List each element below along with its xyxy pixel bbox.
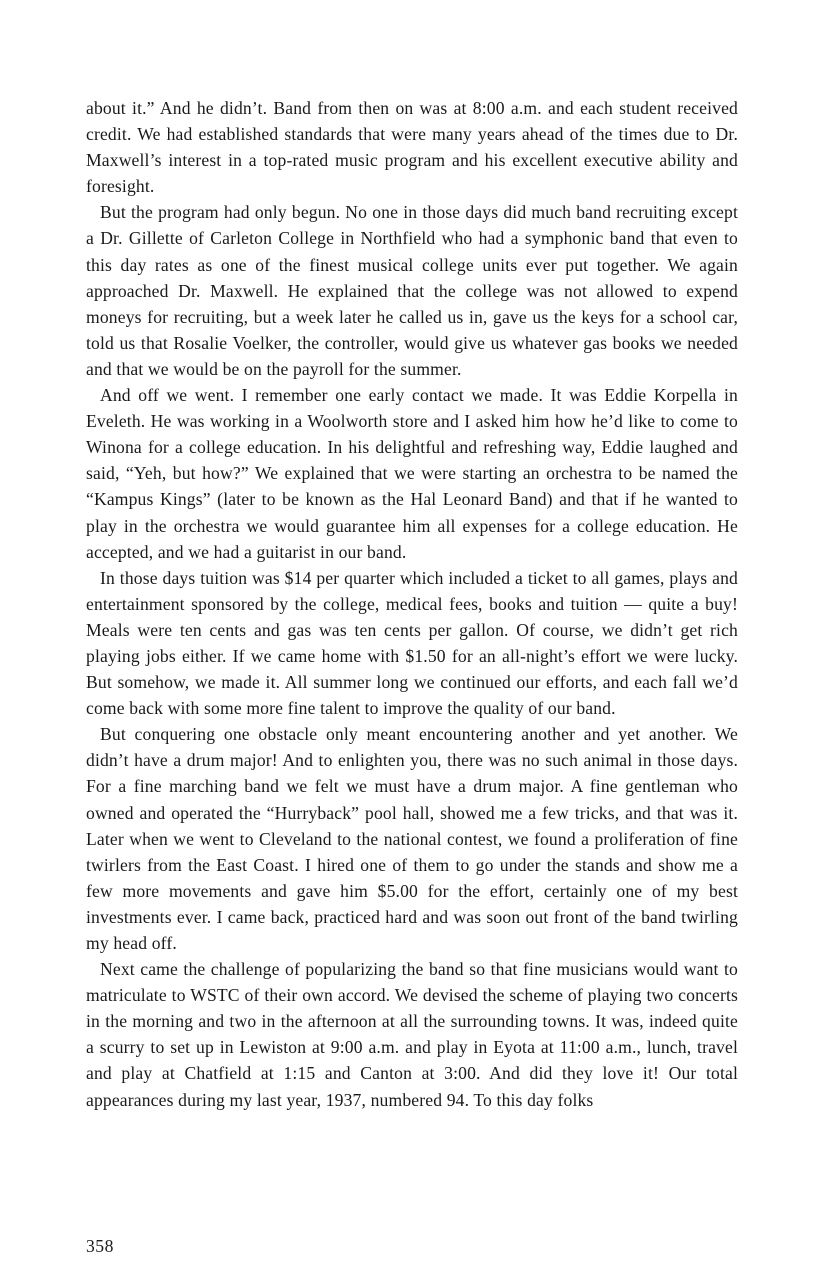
body-text — [86, 95, 738, 1113]
paragraph-4: In those days tuition was $14 per quarter which included a ticket to all games, plays and entertainment sponsored by the college, medical fees, books and tuition — quite a buy! Meals were ten cents and gas was ten cents per gallon. Of course, we didn’t get rich playing jobs either. If we came home with $1.50 for an all-night’s effort we were lucky. But somehow, we made it. All summer long we continued our efforts, and each fall we’d come back with some more fine talent to improve the quality of our band. — [86, 567, 738, 719]
page-number: 358 — [86, 1236, 114, 1256]
paragraph-3: And off we went. I remember one early contact we made. It was Eddie Korpella in Eveleth. He was working in a Woolworth store and I asked him how he’d like to come to Winona for a college education. In his delightful and refreshing way, Eddie laughed and said, “Yeh, but how?” We explained that we were starting an orchestra to be named the “Kampus Kings” (later to be known as the Hal Leonard Band) and that if he wanted to play in the orchestra we would guarantee him all expenses for a college education. He accepted, and we had a guitarist in our band. — [86, 385, 738, 562]
paragraph-2: But the program had only begun. No one in those days did much band recruiting except a Dr. Gillette of Carleton College in Northfield who had a symphonic band that even to this day rates as one of the finest musical college units ever put together. We again approached Dr. Maxwell. He explained that the college was not allowed to expend moneys for recruiting, but a week later he called us in, gave us the keys for a school car, told us that Rosalie Voelker, the controller, would give us whatever gas books we needed and that we would be on the payroll for the summer. — [86, 202, 738, 379]
paragraph-1: about it.” And he didn’t. Band from then on was at 8:00 a.m. and each student received credit. We had established standards that were many years ahead of the times due to Dr. Maxwell’s interest in a top-rated music program and his excellent executive ability and foresight. — [86, 98, 738, 197]
paragraph-6: Next came the challenge of popularizing the band so that fine musicians would want to matriculate to WSTC of their own accord. We devised the scheme of playing two concerts in the morning and two in the afternoon at all the surrounding towns. It was, indeed quite a scurry to set up in Lewiston at 9:00 a.m. and play in Eyota at 11:00 a.m., lunch, travel and play at Chatfield at 1:15 and Canton at 3:00. And did they love it! Our total appearances during my last year, 1937, numbered 94. To this day folks — [86, 959, 738, 1110]
paragraph-5: But conquering one obstacle only meant encountering another and yet another. We didn’t have a drum major! And to enlighten you, there was no such animal in those days. For a fine marching band we felt we must have a drum major. A fine gentleman who owned and operated the “Hurryback” pool hall, showed me a few tricks, and that was it. Later when we went to Cleveland to the national contest, we found a proliferation of fine twirlers from the East Coast. I hired one of them to go under the stands and show me a few more movements and gave him $5.00 for the effort, certainly one of my best investments ever. I came back, practiced hard and was soon out front of the band twirling my head off. — [86, 724, 738, 953]
